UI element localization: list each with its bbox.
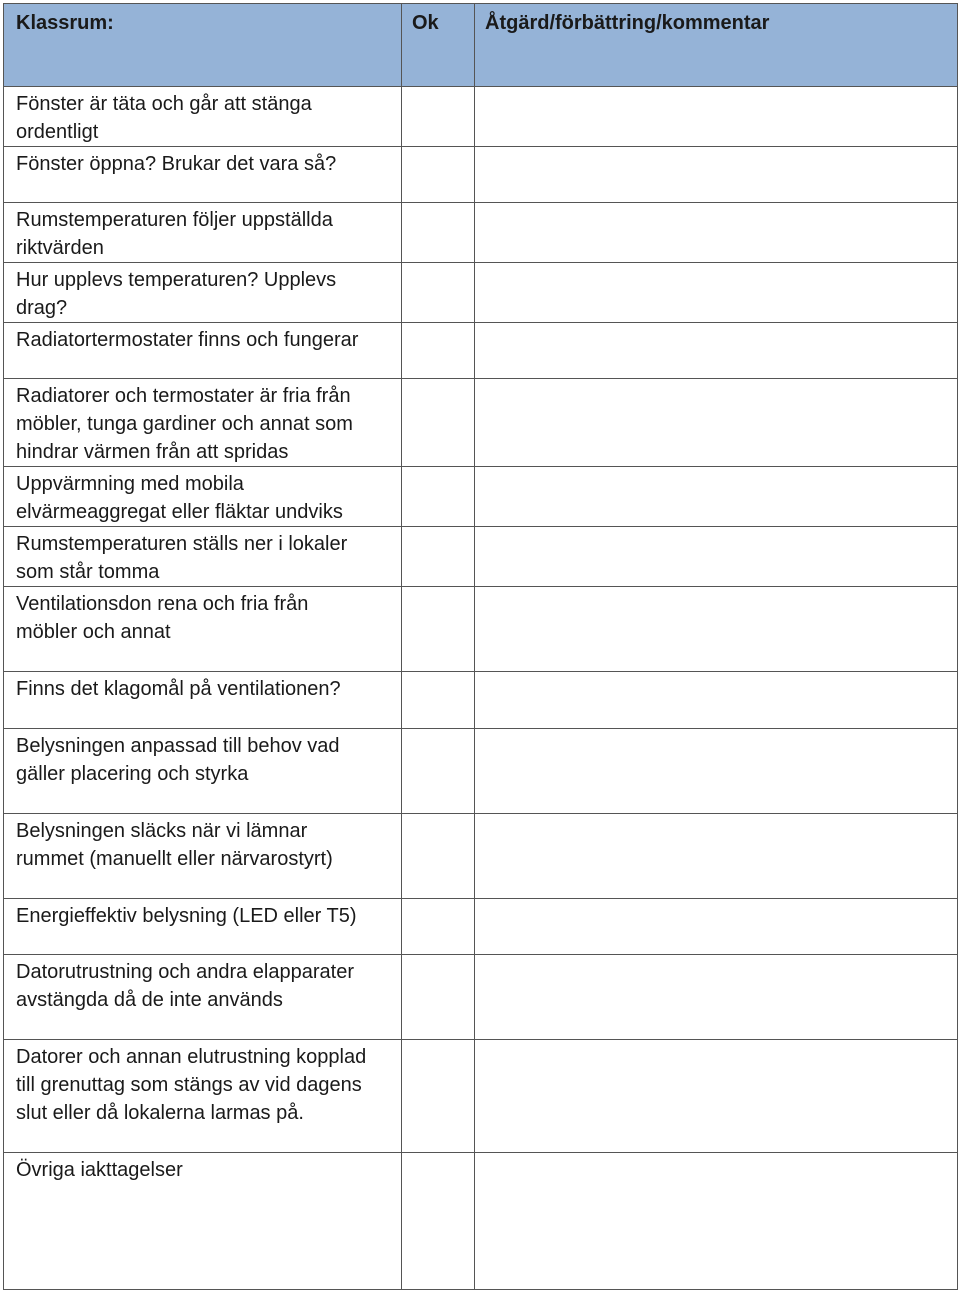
table-row — [4, 203, 958, 263]
table-body — [4, 87, 958, 1290]
row-label: Belysningen släcks när vi lämnar rummet (manuellt eller närvarostyrt) — [16, 820, 333, 870]
table-row — [4, 729, 958, 814]
table-row — [4, 1153, 958, 1290]
row-label-cell — [4, 323, 402, 379]
row-label: Datorutrustning och andra elapparater avstängda då de inte används — [16, 961, 354, 1011]
row-label: Belysningen anpassad till behov vad gäller placering och styrka — [16, 735, 340, 785]
comment-cell[interactable] — [475, 955, 958, 1040]
comment-cell[interactable] — [475, 1153, 958, 1290]
row-label-cell — [4, 814, 402, 899]
comment-cell[interactable] — [475, 323, 958, 379]
row-label-cell — [4, 147, 402, 203]
table-row — [4, 379, 958, 467]
row-label: Fönster öppna? Brukar det vara så? — [16, 153, 337, 175]
ok-cell[interactable] — [402, 203, 475, 263]
header-row — [4, 4, 958, 87]
row-label: Energieffektiv belysning (LED eller T5) — [16, 905, 357, 927]
comment-cell[interactable] — [475, 527, 958, 587]
row-label-cell — [4, 379, 402, 467]
row-label: Rumstemperaturen följer uppställda riktvärden — [16, 209, 333, 259]
checklist-table — [3, 3, 958, 1290]
comment-cell[interactable] — [475, 587, 958, 672]
row-label-cell — [4, 527, 402, 587]
table-row — [4, 672, 958, 729]
row-label: Rumstemperaturen ställs ner i lokaler som står tomma — [16, 533, 348, 583]
row-label-cell — [4, 1040, 402, 1153]
ok-cell[interactable] — [402, 527, 475, 587]
ok-cell[interactable] — [402, 263, 475, 323]
table-row — [4, 87, 958, 147]
comment-cell[interactable] — [475, 87, 958, 147]
comment-cell[interactable] — [475, 467, 958, 527]
ok-cell[interactable] — [402, 87, 475, 147]
row-label-cell — [4, 263, 402, 323]
ok-cell[interactable] — [402, 379, 475, 467]
row-label: Radiatortermostater finns och fungerar — [16, 329, 359, 351]
header-action — [475, 4, 958, 87]
row-label-cell — [4, 672, 402, 729]
comment-cell[interactable] — [475, 1040, 958, 1153]
row-label: Datorer och annan elutrustning kopplad till grenuttag som stängs av vid dagens slut eller då lokalerna larmas på. — [16, 1046, 367, 1124]
ok-cell[interactable] — [402, 814, 475, 899]
table-row — [4, 147, 958, 203]
row-label-cell — [4, 729, 402, 814]
table-row — [4, 814, 958, 899]
comment-cell[interactable] — [475, 263, 958, 323]
comment-cell[interactable] — [475, 147, 958, 203]
table-row — [4, 323, 958, 379]
ok-cell[interactable] — [402, 899, 475, 955]
ok-cell[interactable] — [402, 1040, 475, 1153]
comment-cell[interactable] — [475, 729, 958, 814]
row-label: Ventilationsdon rena och fria från möbler och annat — [16, 593, 309, 643]
table-row — [4, 1040, 958, 1153]
row-label: Hur upplevs temperaturen? Upplevs drag? — [16, 269, 337, 319]
header-ok — [402, 4, 475, 87]
row-label-cell — [4, 87, 402, 147]
ok-cell[interactable] — [402, 467, 475, 527]
checklist-sheet — [3, 3, 957, 1290]
row-label: Finns det klagomål på ventilationen? — [16, 678, 341, 700]
ok-cell[interactable] — [402, 672, 475, 729]
table-row — [4, 263, 958, 323]
comment-cell[interactable] — [475, 899, 958, 955]
comment-cell[interactable] — [475, 814, 958, 899]
header-ok-label: Ok — [412, 12, 439, 34]
table-row — [4, 955, 958, 1040]
row-label: Fönster är täta och går att stänga ordentligt — [16, 93, 312, 143]
table-row — [4, 527, 958, 587]
ok-cell[interactable] — [402, 323, 475, 379]
table-row — [4, 899, 958, 955]
table-row — [4, 467, 958, 527]
row-label-cell — [4, 899, 402, 955]
table-row — [4, 587, 958, 672]
header-classroom-label: Klassrum: — [16, 12, 114, 34]
row-label: Radiatorer och termostater är fria från möbler, tunga gardiner och annat som hindrar värmen från att spridas — [16, 385, 353, 463]
ok-cell[interactable] — [402, 1153, 475, 1290]
row-label-cell — [4, 203, 402, 263]
row-label: Övriga iakttagelser — [16, 1159, 183, 1181]
row-label-cell — [4, 955, 402, 1040]
row-label-cell — [4, 1153, 402, 1290]
row-label: Uppvärmning med mobila elvärmeaggregat eller fläktar undviks — [16, 473, 343, 523]
ok-cell[interactable] — [402, 955, 475, 1040]
ok-cell[interactable] — [402, 729, 475, 814]
row-label-cell — [4, 467, 402, 527]
comment-cell[interactable] — [475, 379, 958, 467]
header-action-label: Åtgärd/förbättring/kommentar — [485, 12, 770, 34]
comment-cell[interactable] — [475, 203, 958, 263]
ok-cell[interactable] — [402, 147, 475, 203]
table-header — [4, 4, 958, 87]
ok-cell[interactable] — [402, 587, 475, 672]
header-classroom — [4, 4, 402, 87]
row-label-cell — [4, 587, 402, 672]
comment-cell[interactable] — [475, 672, 958, 729]
